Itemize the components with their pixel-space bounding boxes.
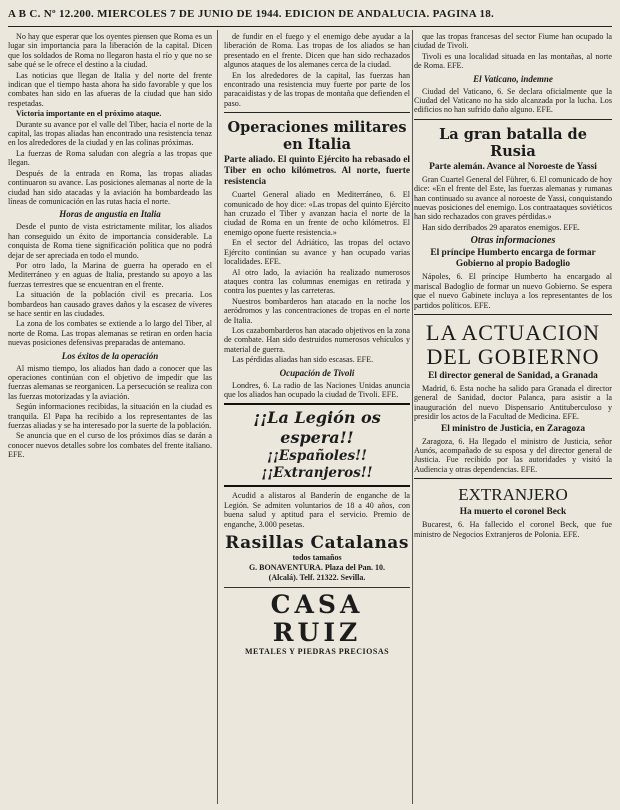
article-paragraph: Nápoles, 6. El príncipe Humberto ha encargado al mariscal Badoglio de formar un nuevo Gobierno. Se espera que el nuevo Gabinete incluya a los representantes de los partidos políticos. EFE. [414, 272, 612, 310]
casa-ruiz-tagline: METALES Y PIEDRAS PRECIOSAS [244, 647, 390, 656]
legion-ad-text: Acudid a alistaros al Banderín de enganche de la Legión. Se admiten voluntarios de 18 a 40 años, con buena salud y aptitud para el servicio. Premio de enganche, 3.000 pesetas. [224, 491, 410, 529]
article-deck: El ministro de Justicia, en Zaragoza [440, 423, 586, 434]
article-paragraph: Gran Cuartel General del Führer, 6. El comunicado de hoy dice: «En el frente del Este, las fuerzas alemanas y rumanas han continuado su avance al noroeste de Yassi, conquistando nuevas posiciones del enemigo. Los contraataques soviéticos han sido rechazados con graves pérdidas.» [414, 174, 612, 222]
article-paragraph: Desde el punto de vista estrictamente militar, los aliados han conseguido un éxito de importancia considerable. La conquista de Roma tiene significación política que no podrá dejar de ser apreciada en todo el mundo. [8, 222, 212, 260]
article-paragraph: Los cazabombarderos han atacado objetivos en la zona de combate. Han sido destruidos numerosos vehículos y material de guerra. [224, 325, 410, 354]
article-paragraph: En los alrededores de la capital, las fuerzas han encontrado una resistencia muy fuerte por parte de los paracaidistas y de las tropas de montaña que defienden el paso. [224, 70, 410, 108]
headline-government: LA ACTUACION DEL GOBIERNO [426, 319, 600, 369]
article-paragraph: Al mismo tiempo, los aliados han dado a conocer que las operaciones continúan con el objetivo de impedir que las fuerzas alemanas se reorganicen. La persecución se realiza con las fuerzas motorizadas y la aviación. [8, 363, 212, 401]
rasillas-ad-line: (Alcalá). Telf. 21322. Sevilla. [268, 573, 366, 582]
article-paragraph: Bucarest, 6. Ha fallecido el coronel Beck, que fue ministro de Negocios Extranjeros de Polonia. EFE. [414, 520, 612, 539]
legion-ad [224, 403, 410, 487]
section-rule [414, 314, 612, 315]
rasillas-ad-line: todos tamaños [292, 553, 342, 562]
article-paragraph: Ciudad del Vaticano, 6. Se declara oficialmente que la Ciudad del Vaticano no ha sido alcanzada por la lucha. Los edificios no han sufrido daño alguno. EFE. [414, 86, 612, 115]
subheading: El Vaticano, indemne [473, 73, 553, 84]
article-paragraph: Victoria importante en el próximo ataque. [16, 109, 162, 119]
legion-ad-title: ¡¡La Legión os espera!! [253, 408, 381, 448]
subheading: Los éxitos de la operación [61, 350, 159, 361]
rasillas-ad [224, 533, 410, 583]
rasillas-ad-line: G. BONAVENTURA. Plaza del Pan. 10. [248, 563, 386, 572]
article-deck: Ha muerto el coronel Beck [459, 507, 567, 518]
section-rule [414, 119, 612, 120]
article-paragraph: Nuestros bombarderos han atacado en la noche los aeródromos y las concentraciones de tropas en el norte de Italia. [224, 296, 410, 325]
article-paragraph: Las pérdidas aliadas han sido escasas. EFE. [232, 355, 374, 365]
article-paragraph: Zaragoza, 6. Ha llegado el ministro de Justicia, señor Aunós, acompañado de su esposa y del director general de Justicia. Fue recibido por las autoridades y visitó la Audiencia y otras dependencias. EFE. [414, 436, 612, 474]
article-paragraph: Cuartel General aliado en Mediterráneo, 6. El comunicado de hoy dice: «Las tropas del quinto Ejército han cruzado el Tiber y avanzan hacia el norte de la ciudad de Roma en un frente de ocho kilómetros. El enemigo opone fuerte resistencia.» [224, 190, 410, 237]
column-left [8, 32, 212, 804]
article-paragraph: Por otro lado, la Marina de guerra ha operado en el Mediterráneo y en aguas de Italia, prestando su apoyo a las fuerzas terrestres que se encuentran en el frente. [8, 260, 212, 289]
article-paragraph: Londres, 6. La radio de las Naciones Unidas anuncia que los aliados han ocupado la ciudad de Tivoli. EFE. [224, 380, 410, 399]
article-deck: Parte alemán. Avance al Noroeste de Yassi [429, 161, 597, 172]
rasillas-ad-name: Rasillas Catalanas [225, 533, 409, 553]
column-middle [224, 32, 410, 804]
article-deck: El director general de Sanidad, a Granada [428, 370, 598, 381]
article-paragraph: Al otro lado, la aviación ha realizado numerosos ataques contra las columnas enemigas en retirada y contra los puentes y las carreteras. [224, 267, 410, 296]
article-deck: Parte aliado. El quinto Ejército ha rebasado el Tiber en ocho kilómetros. Al norte, fuerte resistencia [224, 155, 410, 188]
section-rule [414, 478, 612, 479]
column-divider [217, 30, 218, 804]
article-paragraph: En el sector del Adriático, las tropas del octavo Ejército continúan su avance y han ocupado varias localidades. EFE. [224, 238, 410, 267]
page-header: A B C. Nº 12.200. MIERCOLES 7 DE JUNIO DE 1944. EDICION DE ANDALUCIA. PAGINA 18. [8, 8, 495, 20]
casa-ruiz-ad [224, 587, 410, 657]
article-paragraph: La fuerzas de Roma saludan con alegría a las tropas que llegan. [8, 148, 212, 168]
headline-italy-operations: Operaciones militares en Italia [227, 119, 407, 154]
article-paragraph: Las noticias que llegan de Italia y del norte del frente indican que el tiempo hasta ahora ha sido favorable y que los combates han sido en las afueras de la ciudad que han sido respetadas. [8, 70, 212, 108]
legion-ad-subtitle: ¡¡Españoles!! ¡¡Extranjeros!! [261, 448, 373, 482]
headline-foreign: EXTRANJERO [458, 485, 568, 505]
article-deck: El príncipe Humberto encarga de formar Gobierno al propio Badoglio [430, 248, 596, 270]
section-rule [224, 112, 410, 113]
article-paragraph: Tivoli es una localidad situada en las montañas, al norte de Roma. EFE. [414, 51, 612, 71]
subheading: Otras informaciones [470, 235, 556, 247]
casa-ruiz-name: CASA RUIZ [270, 590, 364, 647]
subheading: Horas de angustia en Italia [59, 209, 161, 220]
article-paragraph: No hay que esperar que los oyentes piensen que Roma es un lugar sin importancia para la liberación de la capital. Dicen que los soldados de Roma no llegaron hasta el río y que no se sabe qué se le ofrece el destino a la ciudad. [8, 32, 212, 70]
article-paragraph: Madrid, 6. Esta noche ha salido para Granada el director general de Sanidad, doctor Palanca, para asistir a la inauguración del nuevo Dispensario Antituberculoso y presidir los actos de la Facultad de Medicina. EFE. [414, 383, 612, 422]
headline-russia-battle: La gran batalla de Rusia [439, 125, 587, 160]
article-paragraph: Durante su avance por el valle del Tiber, hacia el norte de la capital, las tropas aliadas han encontrado una resistencia tenaz en los alrededores de la ciudad y en las colinas próximas. [8, 119, 212, 148]
article-paragraph: Han sido derribados 29 aparatos enemigos. EFE. [422, 222, 580, 232]
article-paragraph: La zona de los combates se extiende a lo largo del Tiber, al norte de Roma. Las tropas alemanas se retiran en orden hacia nuevas posiciones defensivas preparadas de antemano. [8, 319, 212, 348]
article-paragraph: La situación de la población civil es precaria. Los bombardeos han causado graves daños y la escasez de víveres se hace sentir en las ciudades. [8, 290, 212, 318]
header-rule [8, 26, 612, 27]
article-paragraph: de fundir en el fuego y el enemigo debe ayudar a la liberación de Roma. Las tropas de los aliados se han presentado en el frente. Dicen que han sido rechazados algunos ataques de los alemanes cerca de la ciudad. [224, 32, 410, 70]
column-divider [412, 30, 413, 804]
article-paragraph: Después de la entrada en Roma, las tropas aliadas continuaron su avance. Las posiciones alemanas al norte de la ciudad han sido atacadas y la aviación ha bombardeado las líneas de comunicación en las rutas hacia el norte. [8, 168, 212, 206]
article-paragraph: Según informaciones recibidas, la situación en la ciudad es tranquila. El Papa ha recibido a los representantes de las fuerzas aliadas y se ha interesado por la suerte de la población. [8, 402, 212, 431]
article-paragraph: Se anuncia que en el curso de los próximos días se darán a conocer nuevos detalles sobre los combates del frente italiano. EFE. [8, 431, 212, 460]
article-paragraph: que las tropas francesas del sector Fiume han ocupado la ciudad de Tivoli. [414, 32, 612, 51]
subheading: Ocupación de Tivoli [279, 367, 355, 378]
column-right [414, 32, 612, 804]
